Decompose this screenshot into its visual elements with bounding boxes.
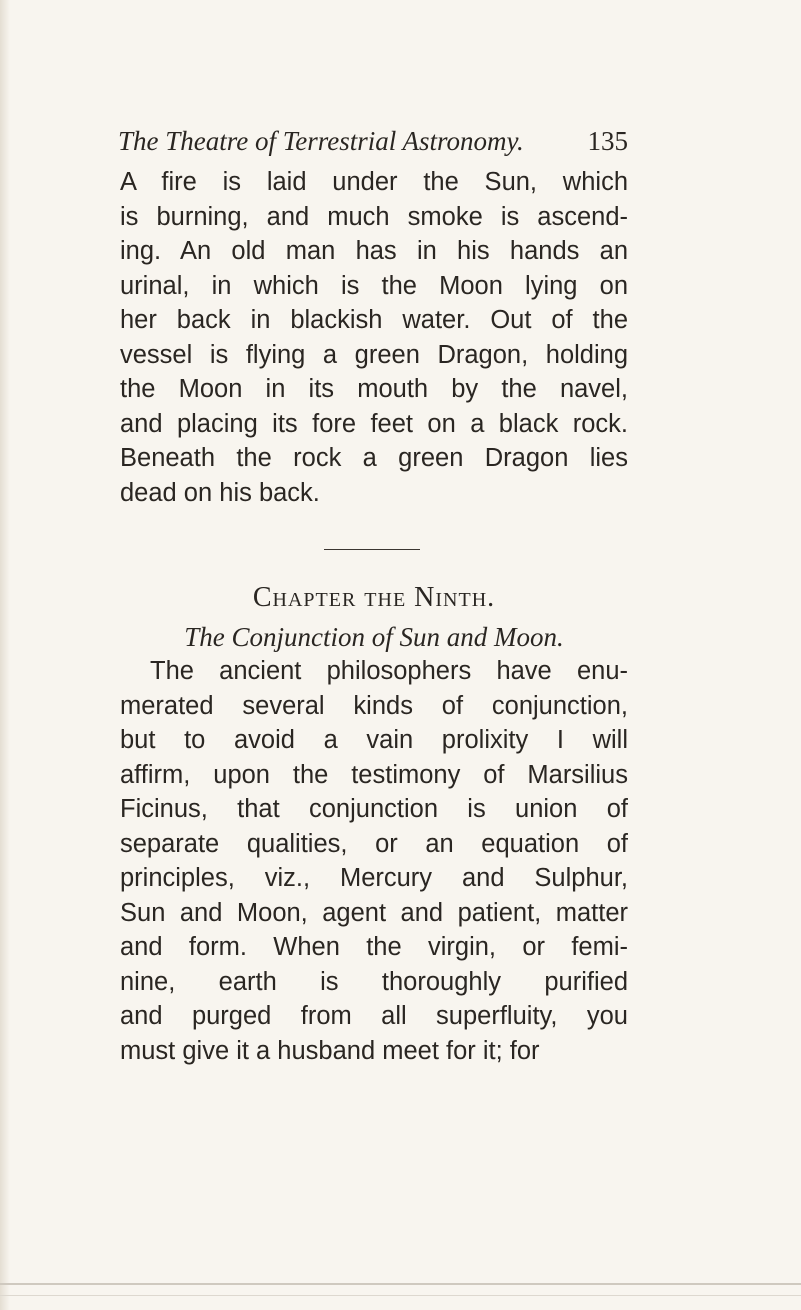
- running-head: [118, 124, 628, 158]
- text-line: Sun and Moon, agent and patient, matter: [120, 898, 628, 927]
- text-line: vessel is flying a green Dragon, holding: [120, 340, 628, 369]
- page-edge-shadow: [0, 0, 10, 1310]
- text-line: principles, viz., Mercury and Sulphur,: [120, 864, 628, 892]
- book-title: The Theatre of Terrestrial Astronomy.: [118, 126, 524, 156]
- text-line: dead on his back.: [120, 478, 320, 507]
- text-line: nine, earth is thoroughly purified: [120, 967, 628, 996]
- text-line: affirm, upon the testimony of Marsilius: [120, 760, 628, 789]
- text-line: Beneath the rock a green Dragon lies: [120, 444, 628, 472]
- text-line: Ficinus, that conjunction is union of: [120, 795, 628, 823]
- text-line: but to avoid a vain prolixity I will: [120, 726, 628, 754]
- paragraph-one: [120, 165, 628, 510]
- chapter-subtitle: The Conjunction of Sun and Moon.: [184, 622, 564, 652]
- page-bottom-edge-secondary: [0, 1295, 801, 1296]
- chapter-heading: Chapter the Ninth.: [252, 582, 496, 613]
- page-number: 135: [587, 126, 628, 156]
- text-line: must give it a husband meet for it; for: [120, 1036, 540, 1065]
- page-bottom-edge: [0, 1283, 801, 1285]
- text-line: separate qualities, or an equation of: [120, 829, 628, 858]
- paragraph-two: [120, 654, 628, 1068]
- text-line: The ancient philosophers have enu-: [150, 657, 628, 685]
- text-line: her back in blackish water. Out of the: [120, 306, 628, 334]
- text-line: merated several kinds of conjunction,: [120, 691, 628, 720]
- text-line: and form. When the virgin, or femi-: [120, 933, 628, 961]
- text-line: urinal, in which is the Moon lying on: [120, 271, 628, 300]
- text-line: A fire is laid under the Sun, which: [120, 168, 628, 196]
- text-line: the Moon in its mouth by the navel,: [120, 375, 628, 403]
- text-line: and placing its fore feet on a black rock.: [120, 409, 628, 438]
- section-divider: [324, 549, 420, 550]
- text-line: ing. An old man has in his hands an: [120, 237, 628, 265]
- text-line: and purged from all superfluity, you: [120, 1002, 628, 1030]
- text-line: is burning, and much smoke is ascend-: [120, 202, 628, 231]
